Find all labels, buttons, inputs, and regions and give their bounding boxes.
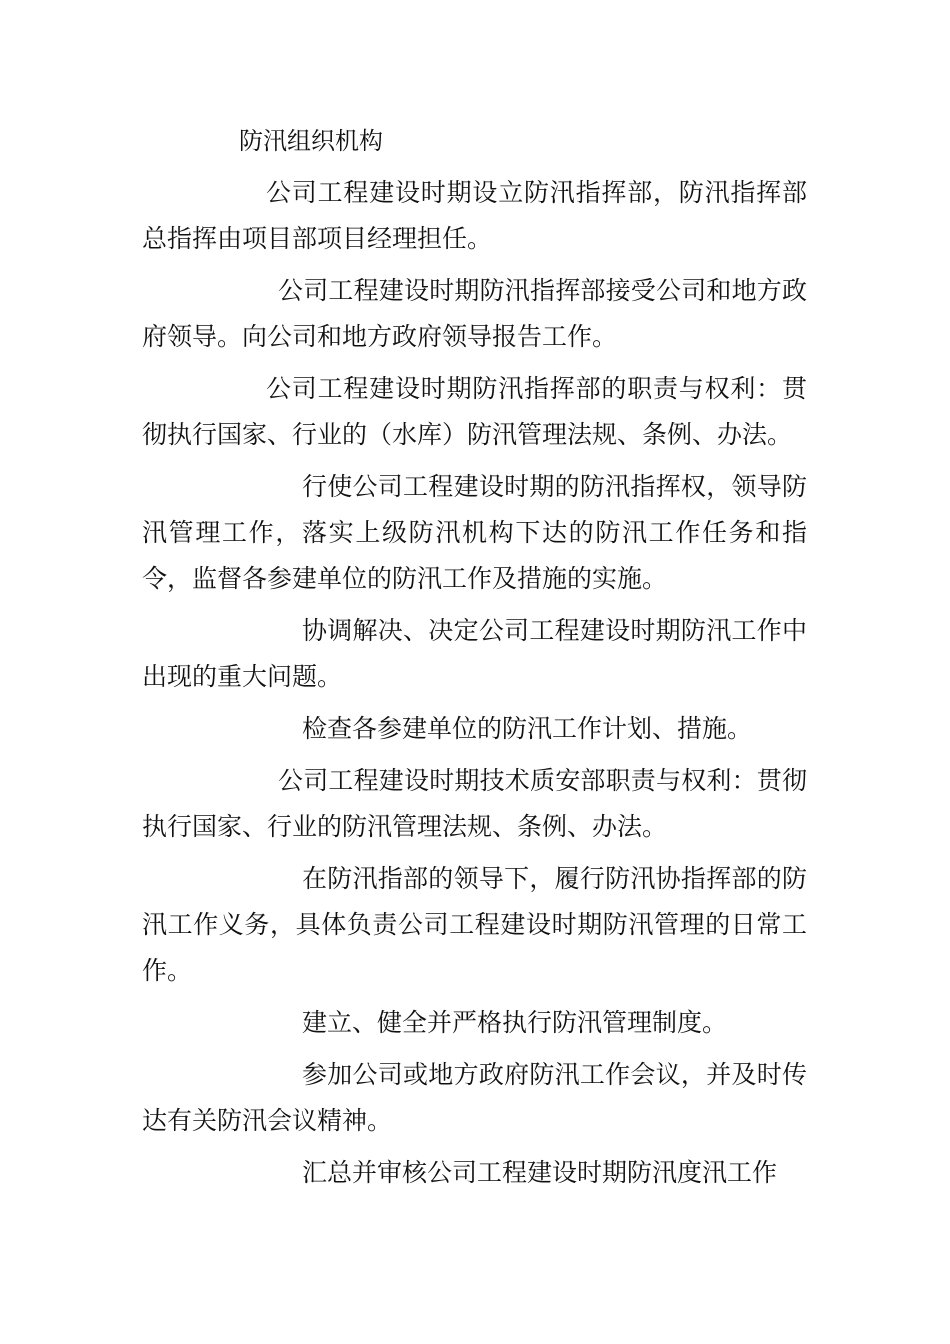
section-heading: 防汛组织机构 — [239, 127, 383, 155]
document-body — [142, 118, 807, 1202]
paragraph: 建立、健全并严格执行防汛管理制度。 — [302, 1008, 728, 1037]
paragraph: 参加公司或地方政府防汛工作会议，并及时传达有关防汛会议精神。 — [142, 1060, 807, 1135]
paragraph: 汇总并审核公司工程建设时期防汛度汛工作 — [302, 1158, 778, 1187]
paragraph: 公司工程建设时期防汛指挥部的职责与权利：贯彻执行国家、行业的（水库）防汛管理法规、条例、办法。 — [142, 374, 807, 449]
paragraph: 公司工程建设时期防汛指挥部接受公司和地方政府领导。向公司和地方政府领导报告工作。 — [142, 276, 807, 351]
paragraph: 检查各参建单位的防汛工作计划、措施。 — [302, 714, 753, 743]
paragraph: 公司工程建设时期设立防汛指挥部，防汛指挥部总指挥由项目部项目经理担任。 — [142, 178, 807, 253]
paragraph: 在防汛指部的领导下，履行防汛协指挥部的防汛工作义务，具体负责公司工程建设时期防汛管理的日常工作。 — [142, 864, 807, 985]
paragraph: 行使公司工程建设时期的防汛指挥权，领导防汛管理工作，落实上级防汛机构下达的防汛工作任务和指令，监督各参建单位的防汛工作及措施的实施。 — [142, 472, 807, 593]
paragraph: 协调解决、决定公司工程建设时期防汛工作中出现的重大问题。 — [142, 616, 807, 691]
paragraph: 公司工程建设时期技术质安部职责与权利：贯彻执行国家、行业的防汛管理法规、条例、办法。 — [142, 766, 807, 841]
